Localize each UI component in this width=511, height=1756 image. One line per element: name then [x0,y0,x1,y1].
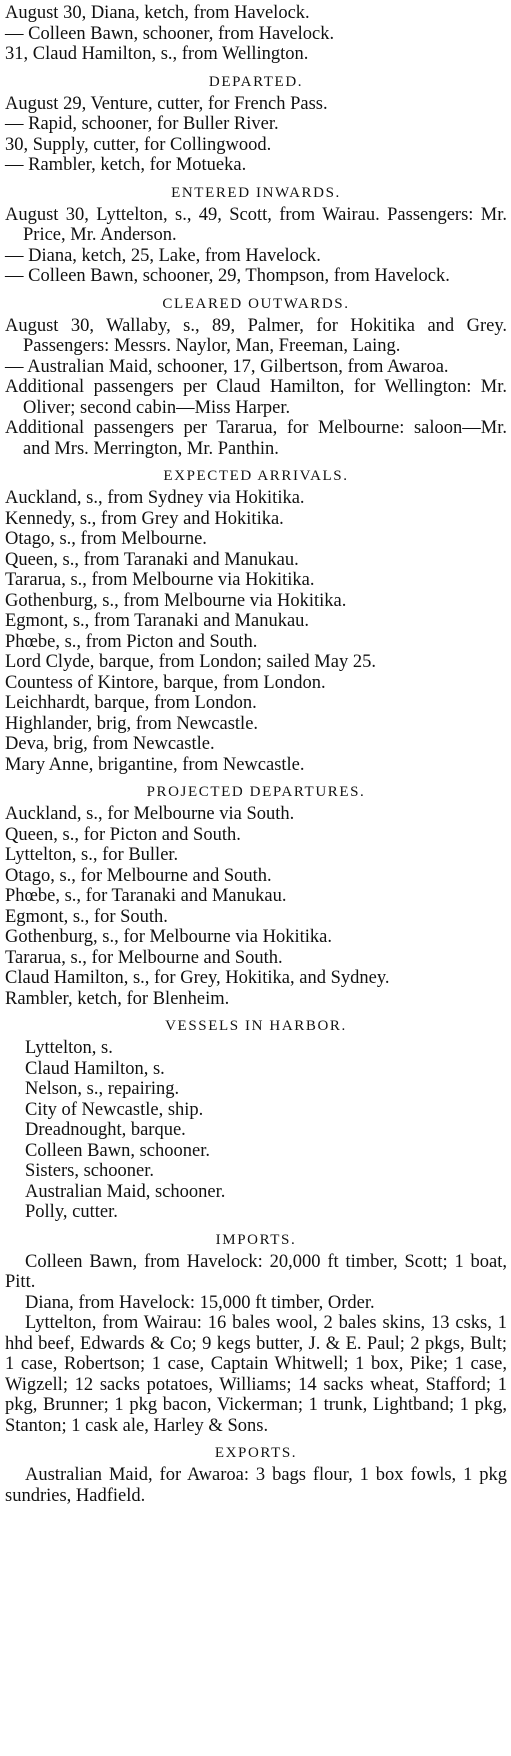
harbor-vessel-entry: Polly, cutter. [25,1202,118,1222]
harbor-vessel-entry: Nelson, s., repairing. [25,1079,180,1099]
expected-arrival-entry: Highlander, brig, from Newcastle. [5,713,259,734]
projected-departure-entry: Gothenburg, s., for Melbourne via Hokitika. [5,927,332,947]
expected-arrival-entry: Lord Clyde, barque, from London; sailed May 25. [5,652,376,672]
entered-inwards-section [5,182,507,287]
entered-inwards-heading: ENTERED INWARDS. [171,184,341,201]
departure-entry: 30, Supply, cutter, for Collingwood. [5,134,272,155]
vessels-in-harbor-heading: VESSELS IN HARBOR. [165,1018,347,1034]
import-paragraph: Colleen Bawn, from Havelock: 20,000 ft timber, Scott; 1 boat, Pitt. [5,1251,507,1292]
cleared-entry: Additional passengers per Tararua, for Melbourne: saloon—Mr. and Mrs. Merrington, Mr. Panthin. [5,418,507,459]
departure-entry: — Rapid, schooner, for Buller River. [5,114,279,134]
expected-arrival-entry: Phœbe, s., from Picton and South. [5,631,258,652]
entered-entry: — Colleen Bawn, schooner, 29, Thompson, from Havelock. [5,266,450,286]
expected-arrival-entry: Deva, brig, from Newcastle. [5,734,215,754]
expected-arrivals-section [5,465,507,775]
departed-heading: DEPARTED. [208,73,304,90]
arrival-entry: 31, Claud Hamilton, s., from Wellington. [5,44,309,64]
cleared-outwards-heading: CLEARED OUTWARDS. [162,295,350,312]
projected-departure-entry: Egmont, s., for South. [5,906,168,927]
projected-departure-entry: Queen, s., for Picton and South. [5,824,241,845]
projected-departures-heading: PROJECTED DEPARTURES. [146,784,366,800]
projected-departures-section [5,781,507,1009]
projected-departure-entry: Auckland, s., for Melbourne via South. [5,804,295,824]
cleared-outwards-section [5,293,507,460]
harbor-vessel-entry: City of Newcastle, ship. [25,1099,204,1120]
projected-departure-entry: Tararua, s., for Melbourne and South. [5,947,283,968]
exports-section [5,1442,507,1506]
projected-departure-entry: Claud Hamilton, s., for Grey, Hokitika, and Sydney. [5,968,390,988]
arrival-entry: — Colleen Bawn, schooner, from Havelock. [5,23,335,44]
cleared-entry: — Australian Maid, schooner, 17, Gilbertson, from Awaroa. [5,356,449,377]
harbor-vessel-entry: Claud Hamilton, s. [25,1058,165,1079]
imports-section [5,1229,507,1437]
expected-arrival-entry: Countess of Kintore, barque, from London. [5,672,326,693]
expected-arrivals-heading: EXPECTED ARRIVALS. [163,468,349,484]
harbor-vessel-entry: Sisters, schooner. [25,1161,154,1181]
export-paragraph: Australian Maid, for Awaroa: 3 bags flour, 1 box fowls, 1 pkg sundries, Hadfield. [5,1465,507,1506]
expected-arrival-entry: Egmont, s., from Taranaki and Manukau. [5,611,310,631]
harbor-vessel-entry: Lyttelton, s. [25,1038,113,1058]
expected-arrival-entry: Otago, s., from Melbourne. [5,529,207,549]
harbor-vessel-entry: Colleen Bawn, schooner. [25,1140,210,1161]
expected-arrival-entry: Mary Anne, brigantine, from Newcastle. [5,754,305,775]
expected-arrival-entry: Tararua, s., from Melbourne via Hokitika. [5,570,315,590]
entered-entry: August 30, Lyttelton, s., 49, Scott, from Wairau. Passengers: Mr. Price, Mr. Anderson. [5,204,507,245]
arrived-section [5,3,507,65]
projected-departure-entry: Phœbe, s., for Taranaki and Manukau. [5,886,287,906]
vessels-in-harbor-section [5,1015,507,1223]
harbor-vessel-entry: Dreadnought, barque. [25,1120,186,1140]
departed-section [5,71,507,176]
expected-arrival-entry: Gothenburg, s., from Melbourne via Hokitika. [5,590,347,611]
projected-departure-entry: Lyttelton, s., for Buller. [5,845,179,865]
import-paragraph: Diana, from Havelock: 15,000 ft timber, Order. [25,1292,375,1313]
departure-entry: — Rambler, ketch, for Motueka. [5,155,247,175]
cleared-entry: Additional passengers per Claud Hamilton, for Wellington: Mr. Oliver; second cabin—Miss Harper. [5,377,507,418]
imports-heading: IMPORTS. [215,1231,297,1248]
arrival-entry: August 30, Diana, ketch, from Havelock. [5,3,310,23]
expected-arrival-entry: Queen, s., from Taranaki and Manukau. [5,549,299,570]
projected-departure-entry: Otago, s., for Melbourne and South. [5,865,272,886]
import-paragraph: Lyttelton, from Wairau: 16 bales wool, 2 bales skins, 13 csks, 1 hhd beef, Edwards & Co; 9 kegs butter, J. & E. Paul; 2 pkgs, Bult; 1 case, Robertson; 1 case, Captain Whitwell; 1 box, Pike; 1 case, Wigzell; 12 sacks potatoes, Williams; 14 sacks wheat, Stafford; 1 pkg, Brunner; 1 pkg bacon, Vickerman; 1 trunk, Lightband; 1 pkg, Stanton; 1 cask ale, Harley & Sons. [5,1313,507,1436]
entered-entry: — Diana, ketch, 25, Lake, from Havelock. [5,245,321,266]
expected-arrival-entry: Leichhardt, barque, from London. [5,693,257,713]
expected-arrival-entry: Kennedy, s., from Grey and Hokitika. [5,508,284,529]
projected-departure-entry: Rambler, ketch, for Blenheim. [5,988,230,1009]
cleared-entry: August 30, Wallaby, s., 89, Palmer, for Hokitika and Grey. Passengers: Messrs. Naylor, Man, Freeman, Laing. [5,315,507,356]
departure-entry: August 29, Venture, cutter, for French Pass. [5,93,328,114]
expected-arrival-entry: Auckland, s., from Sydney via Hokitika. [5,488,305,508]
exports-heading: EXPORTS. [214,1445,298,1461]
harbor-vessel-entry: Australian Maid, schooner. [25,1181,226,1202]
